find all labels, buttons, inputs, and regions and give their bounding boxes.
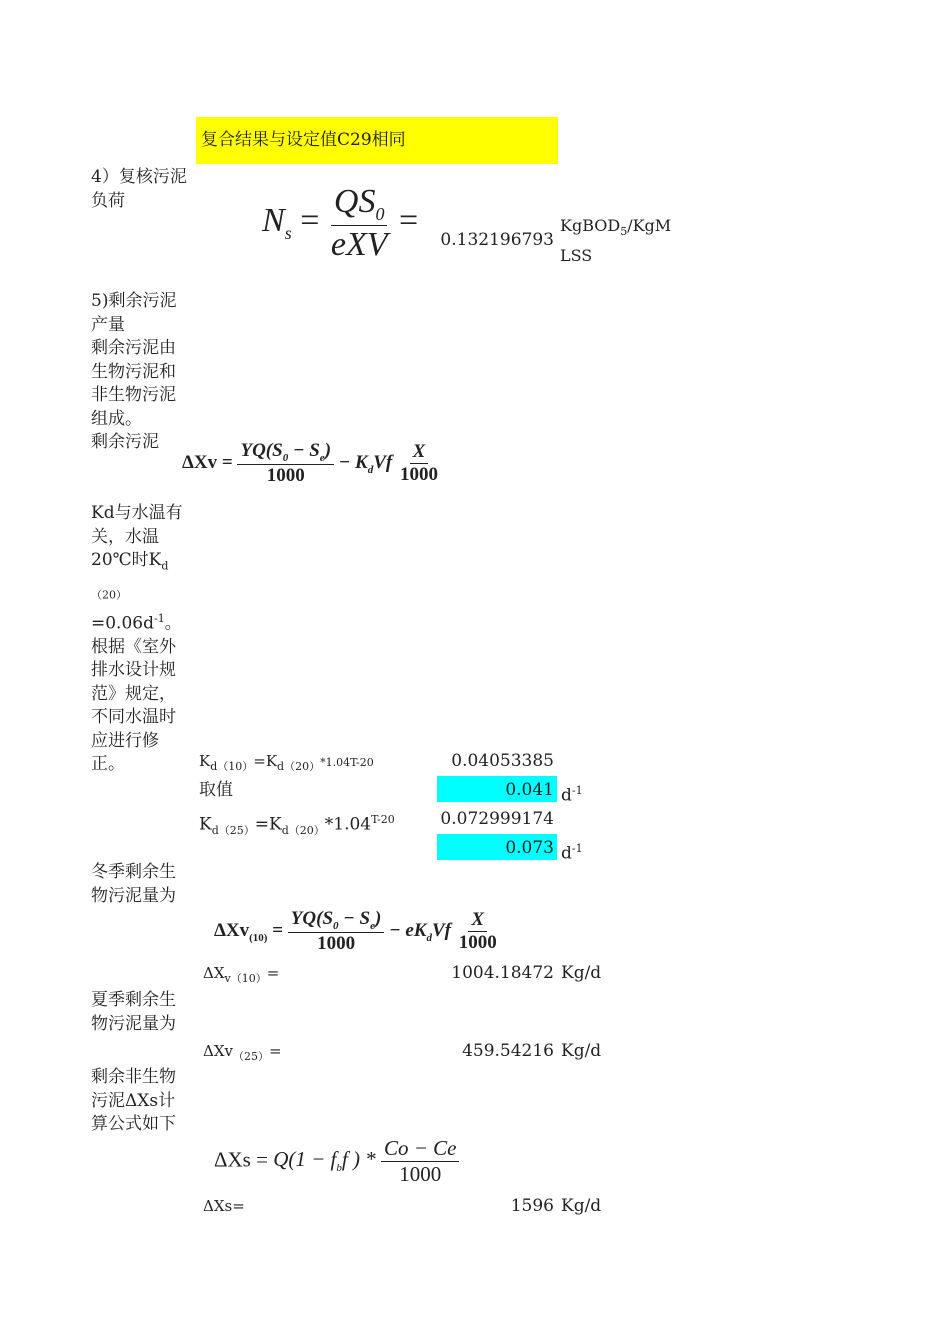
kd10-unit: $d^{-1}$ bbox=[561, 784, 583, 806]
ns-lhs: $N_s$ bbox=[262, 202, 292, 243]
ns-unit: KgBOD$_5$/KgM LSS bbox=[560, 216, 672, 265]
winter-result-value: 1004.18472 bbox=[451, 963, 554, 983]
nonbio-label: 剩余非生物污泥ΔXs计算公式如下 bbox=[91, 1067, 176, 1134]
kd-note: Kd与水温有关，水温20℃时$K_{d(20)}=0.06d^{-1}$。根据《室外排水设计规范》规定，不同水温时应进行修正。 bbox=[91, 503, 183, 775]
winter-result-label: $\Delta X_{v(10)}=$ bbox=[203, 964, 280, 985]
kd10-formula: $K_{d(10)}=K_{d(20)}*1.04T-20$ bbox=[199, 752, 374, 773]
dxs-formula: $\Delta Xs = Q(1 - f_bf$ ) * $\frac{Co - Ce}{1000}$ bbox=[214, 1136, 459, 1187]
kd10-taken: 0.041 bbox=[437, 776, 557, 802]
kd25-unit: $d^{-1}$ bbox=[561, 842, 583, 864]
ns-formula: $N_s$ = $\frac{QS_0}{\text{eXV}}$ = bbox=[262, 183, 419, 263]
nonbio-result-label: ΔXs= bbox=[203, 1197, 245, 1215]
summer-result-unit: Kg/d bbox=[561, 1041, 602, 1061]
dxv10-formula: ΔXv$_{(10)}$ = $\frac{YQ(S_0 - S_e)}{1000}$ − $eK_dVf$ $\frac{X}{1000}$ bbox=[214, 908, 497, 954]
winter-result-unit: Kg/d bbox=[561, 963, 602, 983]
kd25-formula: $K_{d(25)}=K_{d(20)}*1.04^{T-20}$ bbox=[199, 813, 395, 838]
section4-label: 4）复核污泥负荷 bbox=[91, 167, 187, 211]
section5-label: 5)剩余污泥产量 bbox=[91, 291, 177, 335]
ns-value: 0.132196793 bbox=[440, 230, 554, 250]
summer-label: 夏季剩余生物污泥量为 bbox=[91, 990, 176, 1034]
summer-result-value: 459.54216 bbox=[462, 1041, 554, 1061]
section5-desc: 剩余污泥由生物污泥和非生物污泥组成。 bbox=[91, 338, 176, 429]
kd25-value: 0.072999174 bbox=[440, 809, 554, 829]
ns-fraction: $\frac{QS_0}{\text{eXV}}$ bbox=[330, 183, 388, 263]
take-label: 取值 bbox=[199, 780, 233, 800]
residual-label: 剩余污泥 bbox=[91, 432, 159, 452]
summer-result-label: ΔXv$_{(25)}$= bbox=[203, 1042, 282, 1063]
dxv-formula: ΔXv = $\frac{YQ(S_0 - S_e)}{1000}$ − $K_dVf$ $\frac{X}{1000}$ bbox=[182, 440, 438, 486]
kd25-taken: 0.073 bbox=[437, 834, 557, 860]
header-note: 复合结果与设定值C29相同 bbox=[196, 117, 558, 164]
kd10-value: 0.04053385 bbox=[451, 751, 554, 771]
winter-label: 冬季剩余生物污泥量为 bbox=[91, 862, 176, 906]
nonbio-result-unit: Kg/d bbox=[561, 1196, 602, 1216]
nonbio-result-value: 1596 bbox=[510, 1196, 554, 1216]
